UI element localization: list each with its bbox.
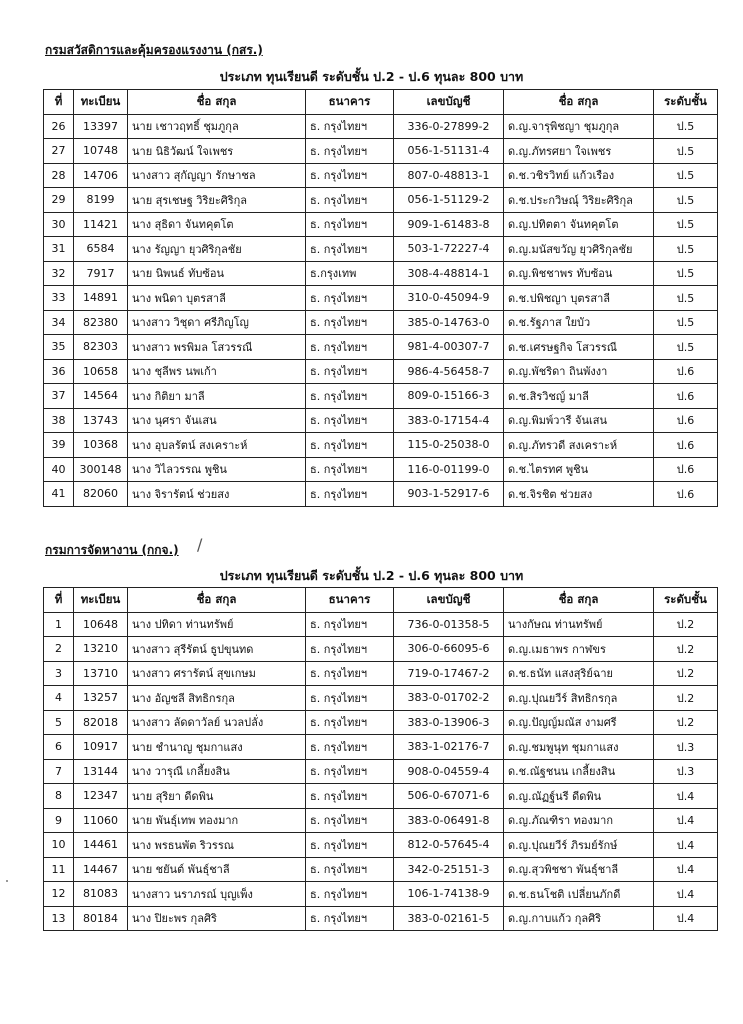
cell-bank: ธ. กรุงไทยฯ xyxy=(306,408,394,433)
cell-bank: ธ. กรุงไทยฯ xyxy=(306,335,394,360)
cell-child-name: ด.ช.รัฐภาส ใยบัว xyxy=(504,310,654,335)
table-row xyxy=(44,114,718,139)
cell-child-name: ด.ช.ธนโชติ เปลี่ยนภักดี xyxy=(504,882,654,907)
cell-grade: ป.4 xyxy=(654,906,718,931)
cell-account-number: 809-0-15166-3 xyxy=(394,384,504,409)
cell-grade: ป.5 xyxy=(654,188,718,213)
cell-child-name: ด.ช.จิรชิต ช่วยสง xyxy=(504,482,654,507)
table-row xyxy=(44,163,718,188)
cell-index: 9 xyxy=(44,808,74,833)
cell-registration: 81083 xyxy=(74,882,128,907)
cell-account-number: 503-1-72227-4 xyxy=(394,237,504,262)
cell-index: 11 xyxy=(44,857,74,882)
cell-account-number: 383-0-17154-4 xyxy=(394,408,504,433)
cell-member-name: นาย ชยันต์ พันธุ์ชาลี xyxy=(128,857,306,882)
cell-member-name: นาง อุบลรัตน์ สงเคราะห์ xyxy=(128,433,306,458)
cell-member-name: นาย สุรเชษฐ วิริยะศิริกุล xyxy=(128,188,306,213)
cell-bank: ธ. กรุงไทยฯ xyxy=(306,784,394,809)
header-grade: ระดับชั้น xyxy=(654,588,718,613)
cell-member-name: นาง ปทิดา ท่านทรัพย์ xyxy=(128,612,306,637)
cell-member-name: นาง กิติยา มาลี xyxy=(128,384,306,409)
cell-member-name: นาง วารุณี เกลี้ยงสิน xyxy=(128,759,306,784)
cell-child-name: ด.ญ.ปัญญ์มณัส งามศรี xyxy=(504,710,654,735)
cell-registration: 10648 xyxy=(74,612,128,637)
cell-bank: ธ.กรุงเทพ xyxy=(306,261,394,286)
cell-registration: 14467 xyxy=(74,857,128,882)
header-member-name: ชื่อ สกุล xyxy=(128,588,306,613)
cell-grade: ป.5 xyxy=(654,114,718,139)
cell-grade: ป.6 xyxy=(654,457,718,482)
cell-index: 33 xyxy=(44,286,74,311)
cell-child-name: ด.ญ.ปุณยวีร์ สิทธิกรกุล xyxy=(504,686,654,711)
cell-member-name: นางสาว วิชุดา ศรีภิญโญ xyxy=(128,310,306,335)
cell-child-name: ด.ช.สิรวิชญ์ มาลี xyxy=(504,384,654,409)
cell-member-name: นาง พรธนพัต ริวรรณ xyxy=(128,833,306,858)
cell-account-number: 056-1-51131-4 xyxy=(394,139,504,164)
cell-index: 26 xyxy=(44,114,74,139)
cell-registration: 13397 xyxy=(74,114,128,139)
cell-grade: ป.2 xyxy=(654,637,718,662)
table-row xyxy=(44,612,718,637)
table-header-row xyxy=(44,90,718,115)
cell-registration: 12347 xyxy=(74,784,128,809)
table-row xyxy=(44,482,718,507)
cell-bank: ธ. กรุงไทยฯ xyxy=(306,188,394,213)
cell-account-number: 308-4-48814-1 xyxy=(394,261,504,286)
cell-member-name: นาง ปิยะพร กุลศิริ xyxy=(128,906,306,931)
cell-child-name: ด.ญ.จารุพิชญา ชุมภูกุล xyxy=(504,114,654,139)
cell-registration: 14564 xyxy=(74,384,128,409)
cell-member-name: นางสาว สุกัญญา รักษาชล xyxy=(128,163,306,188)
cell-member-name: นาง ชุลีพร นพเก้า xyxy=(128,359,306,384)
cell-account-number: 342-0-25151-3 xyxy=(394,857,504,882)
cell-registration: 82380 xyxy=(74,310,128,335)
table-header-row xyxy=(44,588,718,613)
cell-bank: ธ. กรุงไทยฯ xyxy=(306,482,394,507)
cell-account-number: 986-4-56458-7 xyxy=(394,359,504,384)
cell-registration: 82018 xyxy=(74,710,128,735)
section-subtitle-1: ประเภท ทุนเรียนดี ระดับชั้น ป.2 - ป.6 ทุนละ 800 บาท xyxy=(219,69,524,84)
cell-child-name: ด.ญ.สุวพิชชา พันธุ์ชาลี xyxy=(504,857,654,882)
cell-account-number: 506-0-67071-6 xyxy=(394,784,504,809)
cell-index: 3 xyxy=(44,661,74,686)
section-subtitle-2: ประเภท ทุนเรียนดี ระดับชั้น ป.2 - ป.6 ทุนละ 800 บาท xyxy=(219,568,524,583)
cell-member-name: นาย ชำนาญ ชุมกาแสง xyxy=(128,735,306,760)
cell-grade: ป.2 xyxy=(654,661,718,686)
cell-account-number: 812-0-57645-4 xyxy=(394,833,504,858)
cell-registration: 10748 xyxy=(74,139,128,164)
table-row xyxy=(44,286,718,311)
cell-account-number: 908-0-04559-4 xyxy=(394,759,504,784)
header-child-name: ชื่อ สกุล xyxy=(504,588,654,613)
cell-grade: ป.4 xyxy=(654,857,718,882)
cell-bank: ธ. กรุงไทยฯ xyxy=(306,212,394,237)
cell-account-number: 115-0-25038-0 xyxy=(394,433,504,458)
header-child-name: ชื่อ สกุล xyxy=(504,90,654,115)
cell-index: 1 xyxy=(44,612,74,637)
cell-registration: 14461 xyxy=(74,833,128,858)
header-index: ที่ xyxy=(44,90,74,115)
cell-child-name: ด.ช.วชิรวิทย์ แก้วเรือง xyxy=(504,163,654,188)
cell-index: 41 xyxy=(44,482,74,507)
cell-child-name: นางกัษณ ท่านทรัพย์ xyxy=(504,612,654,637)
cell-child-name: ด.ช.ณัฐชนน เกลี้ยงสิน xyxy=(504,759,654,784)
scan-speck xyxy=(6,880,8,882)
cell-grade: ป.5 xyxy=(654,212,718,237)
cell-registration: 13144 xyxy=(74,759,128,784)
scholarship-table-2 xyxy=(43,587,718,931)
cell-child-name: ด.ญ.พิชชาพร ทับซ้อน xyxy=(504,261,654,286)
cell-child-name: ด.ญ.พัชริดา ถินพังงา xyxy=(504,359,654,384)
cell-grade: ป.5 xyxy=(654,310,718,335)
cell-account-number: 383-0-01702-2 xyxy=(394,686,504,711)
cell-index: 36 xyxy=(44,359,74,384)
cell-bank: ธ. กรุงไทยฯ xyxy=(306,882,394,907)
cell-grade: ป.2 xyxy=(654,612,718,637)
cell-child-name: ด.ช.เศรษฐกิจ โสวรรณี xyxy=(504,335,654,360)
cell-index: 13 xyxy=(44,906,74,931)
cell-registration: 13257 xyxy=(74,686,128,711)
cell-index: 12 xyxy=(44,882,74,907)
cell-bank: ธ. กรุงไทยฯ xyxy=(306,857,394,882)
cell-bank: ธ. กรุงไทยฯ xyxy=(306,139,394,164)
cell-child-name: ด.ญ.ปทิตตา จันทคุตโต xyxy=(504,212,654,237)
cell-registration: 80184 xyxy=(74,906,128,931)
cell-registration: 10368 xyxy=(74,433,128,458)
cell-index: 29 xyxy=(44,188,74,213)
cell-account-number: 719-0-17467-2 xyxy=(394,661,504,686)
cell-grade: ป.2 xyxy=(654,710,718,735)
cell-bank: ธ. กรุงไทยฯ xyxy=(306,833,394,858)
cell-registration: 82060 xyxy=(74,482,128,507)
header-account-number: เลขบัญชี xyxy=(394,588,504,613)
cell-child-name: ด.ญ.เมธาพร กาฬขร xyxy=(504,637,654,662)
department-heading-2: กรมการจัดหางาน (กกจ.) xyxy=(45,543,179,557)
table-row xyxy=(44,433,718,458)
table-row xyxy=(44,833,718,858)
cell-child-name: ด.ญ.ปุณยวีร์ ภิรมย์รักษ์ xyxy=(504,833,654,858)
cell-grade: ป.4 xyxy=(654,808,718,833)
cell-member-name: นาง พนิดา บุตรสาลี xyxy=(128,286,306,311)
table-row xyxy=(44,759,718,784)
cell-bank: ธ. กรุงไทยฯ xyxy=(306,686,394,711)
cell-grade: ป.4 xyxy=(654,882,718,907)
cell-index: 40 xyxy=(44,457,74,482)
cell-child-name: ด.ญ.พิมพ์วารี จันเสน xyxy=(504,408,654,433)
cell-registration: 13210 xyxy=(74,637,128,662)
cell-registration: 300148 xyxy=(74,457,128,482)
cell-account-number: 383-0-13906-3 xyxy=(394,710,504,735)
cell-member-name: นาง นุศรา จันเสน xyxy=(128,408,306,433)
cell-registration: 11060 xyxy=(74,808,128,833)
cell-registration: 6584 xyxy=(74,237,128,262)
slash-mark: / xyxy=(197,535,203,554)
cell-account-number: 056-1-51129-2 xyxy=(394,188,504,213)
table-row xyxy=(44,882,718,907)
cell-member-name: นาย นิธิวัฒน์ ใจเพชร xyxy=(128,139,306,164)
cell-index: 35 xyxy=(44,335,74,360)
cell-member-name: นาง จิรารัตน์ ช่วยสง xyxy=(128,482,306,507)
table-row xyxy=(44,139,718,164)
cell-index: 31 xyxy=(44,237,74,262)
header-account-number: เลขบัญชี xyxy=(394,90,504,115)
cell-grade: ป.4 xyxy=(654,833,718,858)
cell-index: 8 xyxy=(44,784,74,809)
cell-member-name: นางสาว ศรารัตน์ สุขเกษม xyxy=(128,661,306,686)
cell-registration: 13710 xyxy=(74,661,128,686)
cell-bank: ธ. กรุงไทยฯ xyxy=(306,237,394,262)
table-row xyxy=(44,408,718,433)
cell-index: 37 xyxy=(44,384,74,409)
cell-child-name: ด.ญ.ภัณฑิรา ทองมาก xyxy=(504,808,654,833)
cell-member-name: นาง สุธิดา จันทคุตโต xyxy=(128,212,306,237)
cell-grade: ป.6 xyxy=(654,408,718,433)
table-row xyxy=(44,784,718,809)
cell-child-name: ด.ช.ปพิชญา บุตรสาลี xyxy=(504,286,654,311)
cell-index: 32 xyxy=(44,261,74,286)
header-bank: ธนาคาร xyxy=(306,588,394,613)
cell-bank: ธ. กรุงไทยฯ xyxy=(306,637,394,662)
cell-member-name: นางสาว ลัดดาวัลย์ นวลปลั่ง xyxy=(128,710,306,735)
table-row xyxy=(44,188,718,213)
cell-index: 34 xyxy=(44,310,74,335)
scholarship-table-1 xyxy=(43,89,718,507)
cell-account-number: 383-0-02161-5 xyxy=(394,906,504,931)
cell-member-name: นางสาว พรพิมล โสวรรณี xyxy=(128,335,306,360)
cell-account-number: 310-0-45094-9 xyxy=(394,286,504,311)
department-heading-1: กรมสวัสดิการและคุ้มครองแรงงาน (กสร.) xyxy=(45,43,263,57)
cell-index: 30 xyxy=(44,212,74,237)
cell-index: 28 xyxy=(44,163,74,188)
cell-member-name: นาย พันธุ์เทพ ทองมาก xyxy=(128,808,306,833)
cell-bank: ธ. กรุงไทยฯ xyxy=(306,359,394,384)
cell-account-number: 383-1-02176-7 xyxy=(394,735,504,760)
table-row xyxy=(44,237,718,262)
cell-member-name: นาย เชาวฤทธิ์ ชุมภูกุล xyxy=(128,114,306,139)
cell-member-name: นาง วิไลวรรณ พูชิน xyxy=(128,457,306,482)
table-row xyxy=(44,359,718,384)
cell-index: 2 xyxy=(44,637,74,662)
cell-index: 39 xyxy=(44,433,74,458)
table-row xyxy=(44,857,718,882)
cell-index: 38 xyxy=(44,408,74,433)
cell-grade: ป.5 xyxy=(654,286,718,311)
table-row xyxy=(44,735,718,760)
cell-member-name: นาง อัญชลี สิทธิกรกุล xyxy=(128,686,306,711)
cell-index: 6 xyxy=(44,735,74,760)
table-row xyxy=(44,808,718,833)
cell-member-name: นาย สุริยา ดีดพิน xyxy=(128,784,306,809)
cell-child-name: ด.ญ.มนัสขวัญ ยุวศิริกุลชัย xyxy=(504,237,654,262)
cell-account-number: 385-0-14763-0 xyxy=(394,310,504,335)
table-row xyxy=(44,686,718,711)
cell-registration: 10658 xyxy=(74,359,128,384)
cell-child-name: ด.ญ.ณัฏฐ์นรี ดีดพิน xyxy=(504,784,654,809)
cell-index: 27 xyxy=(44,139,74,164)
cell-bank: ธ. กรุงไทยฯ xyxy=(306,286,394,311)
header-registration: ทะเบียน xyxy=(74,90,128,115)
table-row xyxy=(44,384,718,409)
cell-grade: ป.3 xyxy=(654,735,718,760)
cell-member-name: นางสาว นราภรณ์ บุญเพ็ง xyxy=(128,882,306,907)
cell-account-number: 807-0-48813-1 xyxy=(394,163,504,188)
cell-bank: ธ. กรุงไทยฯ xyxy=(306,808,394,833)
cell-grade: ป.5 xyxy=(654,237,718,262)
cell-registration: 14891 xyxy=(74,286,128,311)
cell-member-name: นาง รัญญา ยุวศิริกุลชัย xyxy=(128,237,306,262)
cell-child-name: ด.ช.ไตรทศ พูชิน xyxy=(504,457,654,482)
cell-account-number: 116-0-01199-0 xyxy=(394,457,504,482)
header-bank: ธนาคาร xyxy=(306,90,394,115)
cell-child-name: ด.ญ.ภัทรวดี สงเคราะห์ xyxy=(504,433,654,458)
cell-index: 4 xyxy=(44,686,74,711)
cell-grade: ป.6 xyxy=(654,433,718,458)
cell-child-name: ด.ช.ประกวิษณุ์ วิริยะศิริกุล xyxy=(504,188,654,213)
cell-account-number: 909-1-61483-8 xyxy=(394,212,504,237)
cell-grade: ป.2 xyxy=(654,686,718,711)
header-grade: ระดับชั้น xyxy=(654,90,718,115)
cell-registration: 11421 xyxy=(74,212,128,237)
cell-member-name: นางสาว สุรีรัตน์ ธูปขุนทด xyxy=(128,637,306,662)
cell-member-name: นาย นิพนธ์ ทับซ้อน xyxy=(128,261,306,286)
header-registration: ทะเบียน xyxy=(74,588,128,613)
cell-bank: ธ. กรุงไทยฯ xyxy=(306,457,394,482)
table-row xyxy=(44,261,718,286)
cell-registration: 7917 xyxy=(74,261,128,286)
cell-account-number: 981-4-00307-7 xyxy=(394,335,504,360)
cell-registration: 10917 xyxy=(74,735,128,760)
cell-grade: ป.6 xyxy=(654,482,718,507)
table-row xyxy=(44,310,718,335)
cell-grade: ป.5 xyxy=(654,139,718,164)
cell-child-name: ด.ญ.ชมพูนุท ชุมกาแสง xyxy=(504,735,654,760)
cell-bank: ธ. กรุงไทยฯ xyxy=(306,612,394,637)
cell-registration: 82303 xyxy=(74,335,128,360)
cell-child-name: ด.ญ.ภัทรศยา ใจเพชร xyxy=(504,139,654,164)
table-row xyxy=(44,661,718,686)
cell-grade: ป.4 xyxy=(654,784,718,809)
cell-grade: ป.6 xyxy=(654,359,718,384)
cell-account-number: 903-1-52917-6 xyxy=(394,482,504,507)
cell-account-number: 106-1-74138-9 xyxy=(394,882,504,907)
cell-account-number: 306-0-66095-6 xyxy=(394,637,504,662)
cell-grade: ป.5 xyxy=(654,163,718,188)
cell-index: 5 xyxy=(44,710,74,735)
cell-grade: ป.6 xyxy=(654,384,718,409)
table-row xyxy=(44,335,718,360)
table-row xyxy=(44,457,718,482)
table-row xyxy=(44,212,718,237)
cell-registration: 13743 xyxy=(74,408,128,433)
cell-account-number: 336-0-27899-2 xyxy=(394,114,504,139)
cell-bank: ธ. กรุงไทยฯ xyxy=(306,310,394,335)
table-row xyxy=(44,710,718,735)
cell-child-name: ด.ญ.กาบแก้ว กุลศิริ xyxy=(504,906,654,931)
cell-bank: ธ. กรุงไทยฯ xyxy=(306,906,394,931)
cell-bank: ธ. กรุงไทยฯ xyxy=(306,384,394,409)
cell-bank: ธ. กรุงไทยฯ xyxy=(306,735,394,760)
cell-index: 10 xyxy=(44,833,74,858)
cell-account-number: 383-0-06491-8 xyxy=(394,808,504,833)
header-member-name: ชื่อ สกุล xyxy=(128,90,306,115)
cell-registration: 8199 xyxy=(74,188,128,213)
table-row xyxy=(44,906,718,931)
cell-grade: ป.5 xyxy=(654,335,718,360)
cell-index: 7 xyxy=(44,759,74,784)
header-index: ที่ xyxy=(44,588,74,613)
cell-registration: 14706 xyxy=(74,163,128,188)
cell-bank: ธ. กรุงไทยฯ xyxy=(306,710,394,735)
cell-grade: ป.3 xyxy=(654,759,718,784)
cell-bank: ธ. กรุงไทยฯ xyxy=(306,163,394,188)
cell-child-name: ด.ช.ธนัท แสงสุริย์ฉาย xyxy=(504,661,654,686)
cell-account-number: 736-0-01358-5 xyxy=(394,612,504,637)
cell-bank: ธ. กรุงไทยฯ xyxy=(306,114,394,139)
cell-bank: ธ. กรุงไทยฯ xyxy=(306,661,394,686)
cell-bank: ธ. กรุงไทยฯ xyxy=(306,759,394,784)
cell-bank: ธ. กรุงไทยฯ xyxy=(306,433,394,458)
table-row xyxy=(44,637,718,662)
cell-grade: ป.5 xyxy=(654,261,718,286)
